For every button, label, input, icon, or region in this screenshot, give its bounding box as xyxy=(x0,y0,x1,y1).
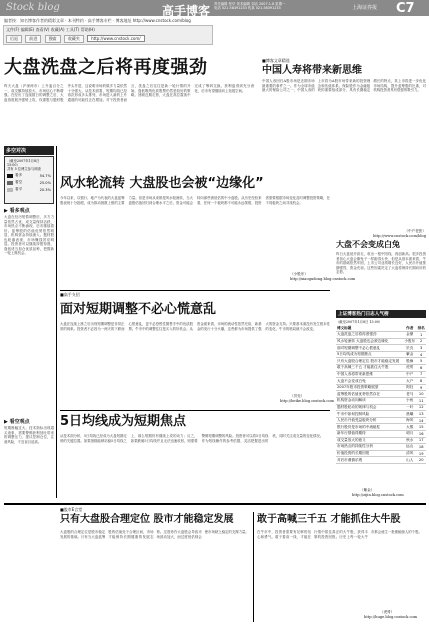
lead-headline: 大盘洗盘之后将再度强劲 xyxy=(4,57,208,78)
ranking-cell-rank: 16 xyxy=(416,431,426,438)
mid-article-url: http://xiaogudong.blog.cnstock.com xyxy=(290,277,356,281)
bar-swatch xyxy=(7,181,13,185)
right-article-title: 中国人寿将带来新思维 xyxy=(262,65,362,76)
ranking-cell-rank: 8 xyxy=(416,378,426,385)
bar-swatch xyxy=(7,188,13,192)
ranking-row xyxy=(336,338,426,345)
bull-view-heading: ▶ 看多观点 xyxy=(4,208,30,214)
ranking-cell-rank: 13 xyxy=(416,411,426,418)
ranking-meta: （截至2007年1月8日 15:00） xyxy=(336,320,383,324)
ranking-cell-rank: 19 xyxy=(416,450,426,457)
bunny-article-title: 大盘不会变成白兔 xyxy=(336,240,400,249)
left-sidebar xyxy=(4,146,54,624)
bottom-left-title: 只有大盘股合理定位 股市才能稳定发展 xyxy=(60,514,234,525)
ranking-cell-title: 价值投资的长期回报 xyxy=(336,450,403,457)
header-info-line: 责任编辑 张华 美术编辑 刘洁 2007.1.8 星期一 xyxy=(214,2,286,6)
ranking-cell-rank: 5 xyxy=(416,358,426,365)
poll-meta2: 共有 5 位博主参与调查 xyxy=(7,167,41,171)
ranking-cell-author: 明月 xyxy=(403,431,416,438)
adjust-article-title: 面对短期调整不必心慌意乱 xyxy=(60,302,217,317)
ranking-cell-title: 人民币升值受益板块分析 xyxy=(336,417,403,424)
poll-label: 看空 xyxy=(15,180,23,184)
ranking-cell-author: 晨曦 xyxy=(403,411,416,418)
ranking-cell-title: 中国人寿将带来新思维 xyxy=(336,371,403,378)
column-title: 高手博客 xyxy=(162,4,211,18)
right-article-body: 中国人寿回归A股市场是近期市场最重要的事件之一。作为全球市值最大的保险公司之一，中国人寿的上市将为A股市场带来新的投资理念和估值体系。保险股作为金融板块的重要组成部分，具有长期稳定增长的特点，其上市将进一步优化市场结构，提升蓝筹股的比重，对机构投资者具有很强的吸引力。 xyxy=(262,79,426,92)
kicker: ■博客文章精选 xyxy=(262,58,290,63)
ranking-cell-rank: 9 xyxy=(416,384,426,391)
col-header-title: 博文标题 xyxy=(336,325,403,332)
ranking-cell-rank: 7 xyxy=(416,371,426,378)
column-rule xyxy=(56,146,57,498)
mid-article-body: 今年以来，以银行、地产为代表的大盘蓝筹股表现十分抢眼，成为推动指数上涨的主要力量。但是市场从来都是风水轮流转，当大盘股估值回归到合理水平之后，资金可能会转向那些被低估的中小盘股。从历史经验来看，任何一个板块都不可能永远领涨，投资者需要根据市场变化及时调整投资策略，在不同板块之间寻找机会。 xyxy=(60,196,330,205)
poll-label: 看平 xyxy=(15,187,23,191)
ranking-cell-title: 银行股仍是市场的中流砥柱 xyxy=(336,424,403,431)
col-header-rank: 排名 xyxy=(416,325,426,332)
adjust-article-author: （贝壳） xyxy=(290,394,305,398)
ranking-row xyxy=(336,351,426,358)
section-rule xyxy=(60,290,330,291)
bottom-right-title: 敢于高喊三千五 才能抓住大牛股 xyxy=(257,514,401,525)
poll-value: 25.0% xyxy=(39,180,51,185)
ranking-cell-author: 阿杜 xyxy=(403,384,416,391)
bear-view-heading: ▶ 看空观点 xyxy=(4,419,30,425)
ranking-cell-author: 大户 xyxy=(403,378,416,385)
ranking-row xyxy=(336,378,426,385)
right-article-url: http://www.cnstock.com/blog xyxy=(373,234,426,238)
bottom-kicker: ■股市E言堂 xyxy=(60,507,83,512)
ranking-cell-author: 虎哥 xyxy=(403,365,416,372)
ranking-cell-title: 5日均线成为短期焦点 xyxy=(336,351,403,358)
ranking-cell-title: 2007年股市投资策略展望 xyxy=(336,384,403,391)
header-info-line: 电话 021-58391233 传真 021-58391233 xyxy=(214,6,281,11)
ranking-cell-title: 只有大盘股合理定位 股市才能稳定发展 xyxy=(336,358,403,365)
ranking-cell-title: 大盘洗盘之后将再度强劲 xyxy=(336,332,403,339)
ranking-cell-author: 贝壳 xyxy=(403,345,416,352)
header-subline: 编者按：知名博客作者的精彩文章 · 本刊特约 · 高手博客专栏 · 博客地址 http://www.cnstock.com/blog xyxy=(4,18,191,23)
search-button: 搜索 xyxy=(45,35,61,43)
ranking-row xyxy=(336,398,426,405)
col-header-author: 作者 xyxy=(403,325,416,332)
ranking-row xyxy=(336,371,426,378)
bottom-left-body: 大盘股的合理定位是股市稳定发展的基础。只有当大盘蓝筹股的估值处于合理区间，市场才能保持长期健康的发展态势。过度炒作大盘股会导致市场波动加大，而过度低估则会使市场缺乏稳定的支撑力量。 xyxy=(60,530,249,539)
ranking-cell-rank: 10 xyxy=(416,391,426,398)
poll-row xyxy=(7,173,51,178)
ranking-cell-rank: 15 xyxy=(416,424,426,431)
ranking-cell-author: 小股东 xyxy=(404,338,416,343)
ranking-cell-author: 中户 xyxy=(403,371,416,378)
bottom-right-body: 在牛市中，投资者需要有足够的信心和勇气。敢于看高一线，才能在行情中抓住真正的大牛股，获得丰厚的投资回报。历史上每一轮大牛市都会诞生一批涨幅惊人的个股。 xyxy=(257,530,422,539)
sidebar-title: 多空对决 xyxy=(4,146,54,155)
ranking-cell-rank: 17 xyxy=(416,437,426,444)
ranking-cell-author: 紫金 xyxy=(403,351,416,358)
ranking-cell-rank: 4 xyxy=(416,351,426,358)
ranking-cell-author: 金鼎 xyxy=(403,332,416,339)
ranking-cell-title: 对后市谨慎乐观 xyxy=(336,457,403,464)
poll-value: 54.7% xyxy=(39,173,51,178)
ranking-cell-title: 蓝筹股的估值优势依然存在 xyxy=(336,391,403,398)
ranking-cell-author: 远山 xyxy=(403,444,416,451)
browser-toolbar xyxy=(6,35,206,43)
ranking-row xyxy=(336,417,426,424)
page-number: C7 xyxy=(396,1,415,16)
bar-swatch xyxy=(7,174,13,178)
ma5-article-body: 从技术面分析，5日均线已经成为大盘短期走势的关键位置。如果指数能够站稳5日均线之上，那么短期仍有继续上攻的动力；反之，如果跌破5日均线并且无法迅速收回，则需要警惕短期调整的风险。投资者可以将5日均线作为短线操作的参考依据，灵活把握进出时机，同时关注成交量的变化情况。 xyxy=(60,434,324,443)
poll-box xyxy=(4,156,54,204)
ranking-cell-rank: 11 xyxy=(416,398,426,405)
ranking-cell-rank: 20 xyxy=(416,457,426,464)
ranking-cell-author: 山人 xyxy=(403,457,416,464)
ranking-cell-rank: 18 xyxy=(416,444,426,451)
poll-row xyxy=(7,187,51,192)
right-article-author: （中户老张） xyxy=(404,229,426,233)
ranking-header-row xyxy=(336,325,426,332)
newspaper-name: 上海证券报 xyxy=(352,5,378,11)
ranking-row xyxy=(336,404,426,411)
brand-logo: Stock blog xyxy=(6,2,60,13)
column-rule xyxy=(253,512,254,622)
back-button: 后退 xyxy=(6,35,22,43)
ranking-cell-rank: 2 xyxy=(416,338,426,345)
adjust-article-body: 大盘在连续上涨之后出现短期调整是非常正常的现象。投资者不必因为一两天的下跌而心慌意乱，更不必恐慌性抛售手中的优质股票。牛市中的调整往往是买入的好机会。从资金面来看，市场的流动性依然充裕，新基金的发行十分火爆，这些都为市场提供了强大的资金支持。只要基本面没有发生根本性的变化，牛市的格局就不会改变。 xyxy=(60,322,330,331)
mid-article-author: （小股东） xyxy=(290,272,308,276)
ranking-row xyxy=(336,345,426,352)
bottom-right-author: （虎哥） xyxy=(380,610,395,614)
ranking-row xyxy=(336,332,426,339)
ranking-cell-title: 题材股轮动的规律与机会 xyxy=(336,404,403,411)
ranking-cell-author: 一叶 xyxy=(403,404,416,411)
bottom-right-url: http://huge.blog.cnstock.com xyxy=(364,615,418,619)
ma5-article-title: 5日均线成为短期焦点 xyxy=(60,414,187,429)
ranking-row xyxy=(336,411,426,418)
tips-kicker: ■高手支招 xyxy=(60,292,80,297)
bull-view-body: 大盘在经历短暂调整后，多方力量依然占优，成交量保持活跃，市场热点不断涌现，后市继续看好。蓝筹股的估值优势依然明显，机构资金持续流入。题材股也轮番表现，市场赚钱效应明显。投资者可以继续持股待涨，逢低适当加仓优质品种，把握新一轮上涨机会。 xyxy=(4,215,54,255)
section-rule xyxy=(60,410,330,411)
ranking-cell-author: 小鱼 xyxy=(403,398,416,405)
ranking-cell-author: 秋水 xyxy=(403,437,416,444)
ranking-cell-title: 大盘不会变成白兔 xyxy=(336,378,403,385)
ranking-cell-rank: 3 xyxy=(416,345,426,352)
ranking-row xyxy=(336,391,426,398)
ranking-cell-author: 大熊 xyxy=(403,424,416,431)
ranking-cell-title: 成交量放大的意义 xyxy=(336,437,403,444)
ranking-cell-author: 清风 xyxy=(403,450,416,457)
ranking-cell-title: 牛市中如何控制风险 xyxy=(336,411,403,418)
ranking-cell-rank: 14 xyxy=(416,417,426,424)
ranking-cell-title: 风水轮流转 大盘股也会被边缘化 xyxy=(336,338,403,345)
poll-stats xyxy=(7,173,51,192)
ranking-row xyxy=(336,365,426,372)
ranking-cell-rank: 6 xyxy=(416,365,426,372)
adjust-article-url: http://beike.blog.cnstock.com xyxy=(280,399,334,403)
ranking-cell-author: 股痴 xyxy=(403,358,416,365)
poll-meta: （截至2007年1月8日 15:00） xyxy=(7,159,40,167)
ranking-cell-rank: 12 xyxy=(416,404,426,411)
browser-menu: 文件(F) 编辑(E) 查看(V) 收藏(A) 工具(T) 帮助(H) xyxy=(6,27,95,32)
ranking-cell-title: 敢于高喊三千五 才能抓住大牛股 xyxy=(336,365,403,372)
ranking-cell-title: 新年行情值得期待 xyxy=(336,431,403,438)
ranking-cell-rank: 1 xyxy=(416,332,426,339)
bottom-rule xyxy=(4,503,426,505)
lead-body: 昨天大盘（沪深两市）上升逾百分之一，成交额持续放大，市场信心不断增强。在经历了连续数日的调整之后，大盘再度展开强势上攻，权重股与题材股齐头并进，这说明市场的做多力量依然十分强大。从技术面看，短期均线已经再次形成多头排列，市场进入新的上升通道的可能性正在增加。对于投资者而言，洗盘之后往往是新一轮行情的开始，逢低吸纳优质股票仍然是较好的策略。回顾近期走势，大盘在高位震荡中完成了筹码交换，获利盘得到充分消化，后市有望继续向上拓展空间。 xyxy=(4,84,254,102)
ranking-cell-author: 海风 xyxy=(403,417,416,424)
poll-value: 20.3% xyxy=(39,187,51,192)
header-info xyxy=(214,2,352,11)
ma5-article-author: （紫金） xyxy=(360,488,375,492)
bunny-article-body: 昨日大盘低开高走，收出一根中阳线，再创新高。很多投资者担心大盘会像兔子一样跑得太快，但是从基本面来看，牛市的基础依然牢固，上市公司业绩增长良好，人民币升值预期强烈，资金充裕。这些因素决定了大盘将保持长期向好的态势。 xyxy=(336,252,426,274)
forward-button: 前进 xyxy=(25,35,41,43)
ranking-cell-author: 老马 xyxy=(403,391,416,398)
address-field: http://www.cnstock.com/ xyxy=(87,35,144,42)
ranking-cell-title: 市场热点的持续性分析 xyxy=(336,444,403,451)
ranking-row xyxy=(336,358,426,365)
ma5-article-url: http://zijin.blog.cnstock.com xyxy=(352,493,404,497)
mid-article-title: 风水轮流转 大盘股也会被“边缘化” xyxy=(60,176,264,191)
ranking-title: 上证博客热门日志人气榜 xyxy=(336,310,426,318)
ranking-row xyxy=(336,424,426,431)
poll-label: 看多 xyxy=(15,173,23,177)
ranking-row xyxy=(336,384,426,391)
bear-view-body: 短期涨幅过大，技术指标出现超买迹象，需要警惕获利回吐带来的调整压力，建议控制仓位，注意风险，不宜盲目追高。 xyxy=(4,426,54,444)
poll-row xyxy=(7,180,51,185)
ranking-cell-title: 机构资金动向解读 xyxy=(336,398,403,405)
favorites-button: 收藏夹 xyxy=(64,35,84,43)
ranking-cell-title: 面对短期调整不必心慌意乱 xyxy=(336,345,403,352)
